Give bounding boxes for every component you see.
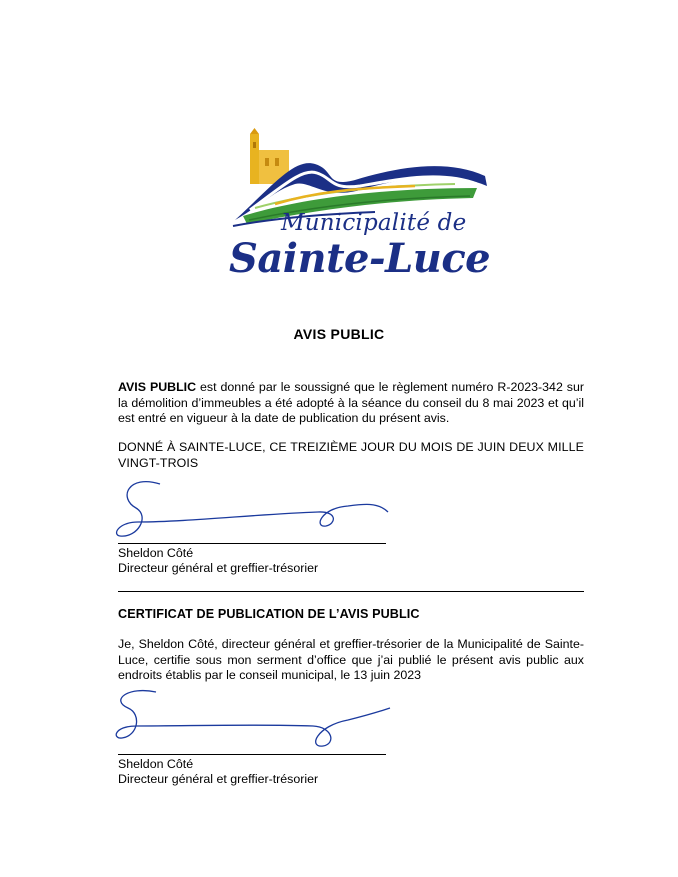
municipality-logo bbox=[215, 128, 491, 282]
certificate-title: CERTIFICAT DE PUBLICATION DE L’AVIS PUBLIC bbox=[118, 607, 420, 621]
given-statement: DONNÉ À SAINTE-LUCE, CE TREIZIÈME JOUR DU MOIS DE JUIN DEUX MILLE VINGT-TROIS bbox=[118, 440, 584, 470]
signatory-role: Directeur général et greffier-trésorier bbox=[118, 772, 319, 786]
notice-lead: AVIS PUBLIC bbox=[118, 380, 197, 394]
notice-paragraph bbox=[118, 380, 584, 427]
signatory-role: Directeur général et greffier-trésorier bbox=[118, 561, 319, 575]
certificate-paragraph: Je, Sheldon Côté, directeur général et greffier-trésorier de la Municipalité de Sainte-Luce, certifie sous mon serment d’office que j’ai publié le présent avis public aux endroits établis par le conseil municipal, le 13 juin 2023 bbox=[118, 637, 584, 683]
logo-text-line1: Municipalité de bbox=[281, 210, 467, 236]
document-title: AVIS PUBLIC bbox=[293, 326, 385, 342]
notice-text: est donné par le soussigné que le règlement numéro R-2023-342 sur la démolition d’immeubles a été adopté à la séance du conseil du 8 mai 2023 et qu’il est entré en vigueur à la date de publication du présent avis. bbox=[118, 380, 584, 426]
handwritten-signature bbox=[108, 478, 398, 548]
signatory-name: Sheldon Côté bbox=[118, 757, 194, 771]
section-divider bbox=[118, 591, 584, 592]
logo-text-line2: Sainte-Luce bbox=[229, 235, 491, 282]
signatory-name: Sheldon Côté bbox=[118, 546, 194, 560]
signature-line bbox=[118, 754, 386, 755]
signature-line bbox=[118, 543, 386, 544]
handwritten-signature bbox=[108, 686, 398, 756]
